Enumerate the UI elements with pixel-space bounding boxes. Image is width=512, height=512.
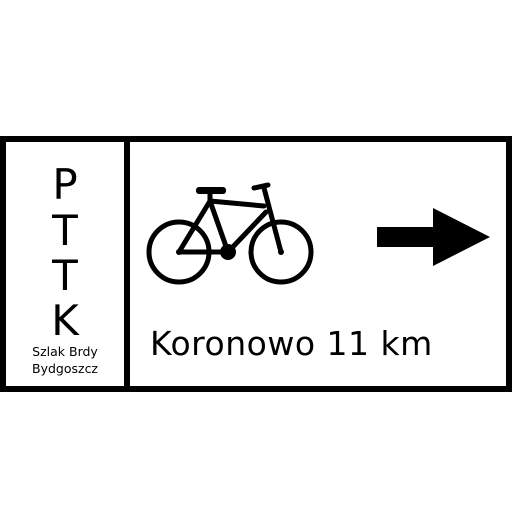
trail-name-line1: Szlak Brdy: [32, 344, 98, 359]
pttk-letter-p: P: [52, 160, 78, 209]
pttk-panel: [6, 142, 130, 386]
trail-name-line2: Bydgoszcz: [32, 361, 98, 376]
pttk-letter-k: K: [51, 296, 79, 345]
destination-text: [150, 324, 433, 364]
direction-panel: [130, 142, 506, 386]
arrow-right-icon: [370, 202, 490, 272]
destination-distance: 11 km: [326, 324, 433, 363]
pttk-letter-t1: T: [52, 206, 78, 255]
pttk-letter-t2: T: [52, 251, 78, 300]
trail-sign: [0, 136, 512, 392]
destination-name: Koronowo: [150, 324, 316, 363]
bicycle-icon: [146, 174, 316, 286]
